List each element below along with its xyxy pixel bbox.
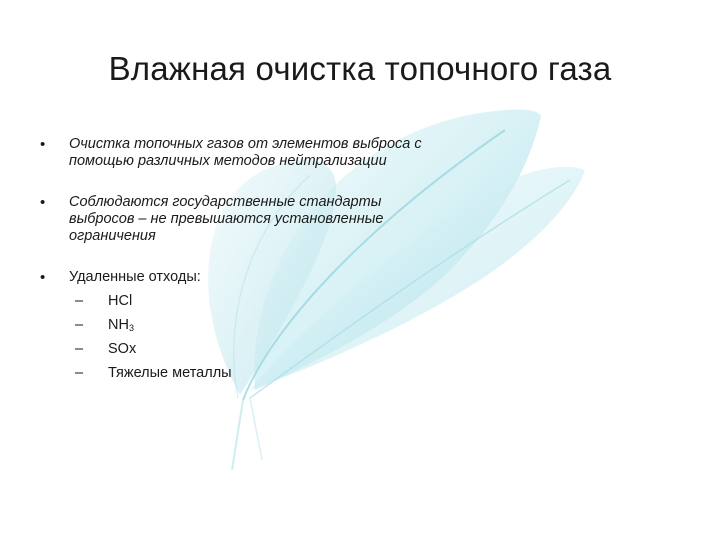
sub-bullet-list bbox=[40, 293, 440, 382]
sub-bullet-text: Тяжелые металлы bbox=[108, 365, 232, 381]
sub-bullet-text: HCl bbox=[108, 293, 133, 309]
bullet-list bbox=[40, 136, 440, 389]
dash-marker: – bbox=[75, 293, 84, 309]
sub-bullet-item bbox=[75, 293, 475, 310]
sub-bullet-text: SOx bbox=[108, 341, 137, 357]
bullet-text: Удаленные отходы: bbox=[69, 269, 201, 285]
dash-marker: – bbox=[75, 365, 84, 381]
bullet-marker: • bbox=[40, 269, 46, 286]
bullet-item bbox=[40, 269, 440, 286]
sub-bullet-item bbox=[75, 317, 475, 334]
sub-bullet-item bbox=[75, 341, 475, 358]
slide-title: Влажная очистка топочного газа bbox=[108, 50, 612, 87]
subscript: 3 bbox=[128, 323, 134, 333]
dash-marker: – bbox=[75, 341, 84, 357]
dash-marker: – bbox=[75, 317, 84, 333]
bullet-marker: • bbox=[40, 194, 46, 211]
bullet-item bbox=[40, 136, 440, 170]
bullet-text: Соблюдаются государственные стандарты выбросов – не превышаются установленные ограничения bbox=[69, 194, 384, 244]
sub-bullet-item bbox=[75, 365, 475, 382]
bullet-item bbox=[40, 194, 440, 245]
bullet-marker: • bbox=[40, 136, 46, 153]
sub-bullet-text: NH bbox=[108, 317, 129, 333]
bullet-text: Очистка топочных газов от элементов выброса с помощью различных методов нейтрализации bbox=[69, 136, 422, 169]
